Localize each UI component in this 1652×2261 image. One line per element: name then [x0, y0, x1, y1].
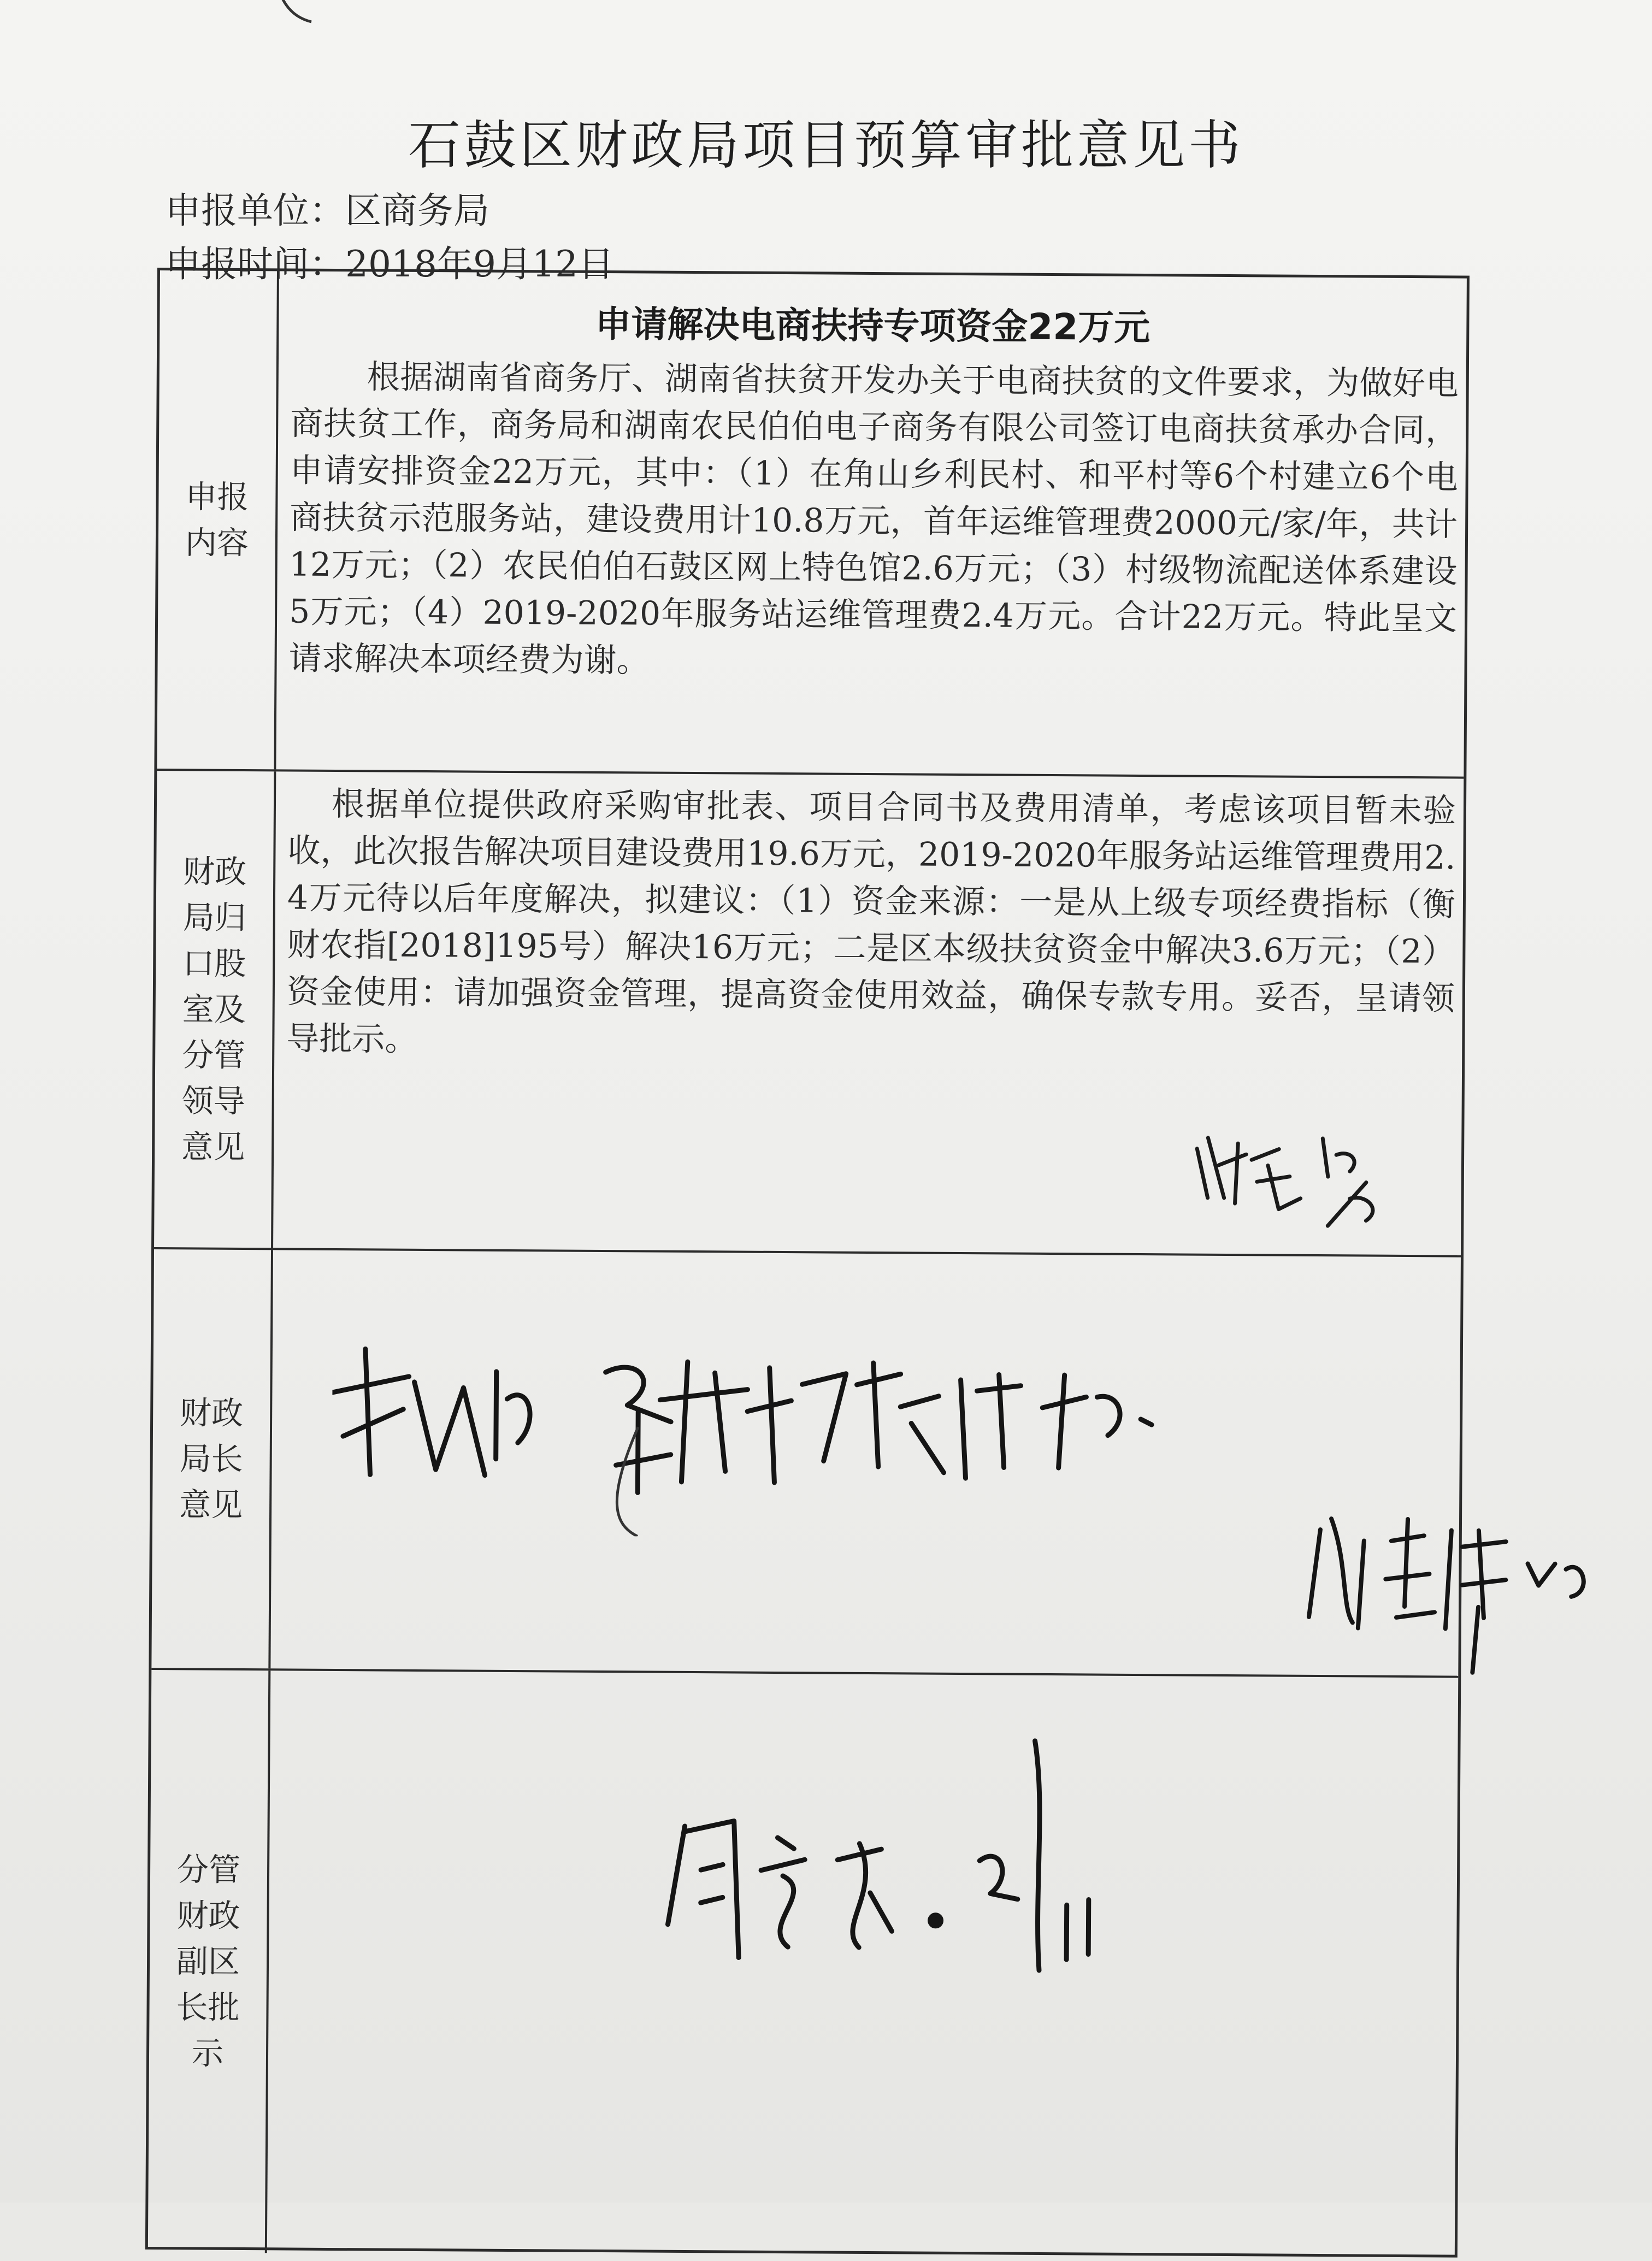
department-opinion-text: 根据单位提供政府采购审批表、项目合同书及费用清单，考虑该项目暂未验收，此次报告解决项目建设费用19.6万元，2019-2020年服务站运维管理费用2.4万元待以后年度解决，拟建议：（1）资金来源：一是从上级专项经费指标（衡财农指[2018]195号）解决16万元；二是区本级扶贫资金中解决3.6万元；（2）资金使用：请加强资金管理，提高资金使用效益，确保专款专用。妥否，呈请领导批示。: [286, 784, 1456, 1059]
project-title: 申请解决电商扶持专项资金22万元: [595, 303, 1150, 349]
approval-form-table: [145, 268, 1470, 2258]
handwritten-signature-department: [1185, 1116, 1415, 1243]
row-label-department-opinion: 财政局归口股室及分管领导意见: [181, 853, 247, 1166]
declaring-unit: 申报单位：区商务局: [165, 190, 489, 232]
application-content-text: 根据湖南省商务厅、湖南省扶贫开发办关于电商扶贫的文件要求，为做好电商扶贫工作，商务局和湖南农民伯伯电子商务有限公司签订电商扶贫承办合同，申请安排资金22万元，其中：（1）在角山乡利民村、和平村等6个村建立6个电商扶贫示范服务站，建设费用计10.8万元，首年运维管理费2000元/家/年，共计12万元；（2）农民伯伯石鼓区网上特色馆2.6万元；（3）村级物流配送体系建设5万元；（4）2019-2020年服务站运维管理费2.4万元。合计22万元。特此呈文请求解决本项经费为谢。: [288, 358, 1459, 680]
row-application-content: [157, 270, 1467, 779]
document-title: 石鼓区财政局项目预算审批意见书: [408, 115, 1244, 176]
row-label-director-opinion: 财政局长意见: [179, 1394, 244, 1524]
pen-mark: [240, 0, 317, 44]
row-label-application-content: 申报内容: [185, 478, 249, 562]
row-department-opinion: [154, 771, 1464, 1258]
row-label-vice-mayor-instruction: 分管财政副区长批示: [176, 1851, 241, 2072]
row-director-opinion: [151, 1249, 1461, 1678]
handwritten-instruction-vice-mayor: [651, 1695, 1144, 2004]
handwritten-opinion-director: [332, 1338, 1240, 1540]
row-vice-mayor-instruction: [148, 1670, 1458, 2260]
handwritten-signature-director: [1297, 1497, 1615, 1696]
declaring-time: 申报时间：2018年9月12日: [165, 243, 614, 285]
